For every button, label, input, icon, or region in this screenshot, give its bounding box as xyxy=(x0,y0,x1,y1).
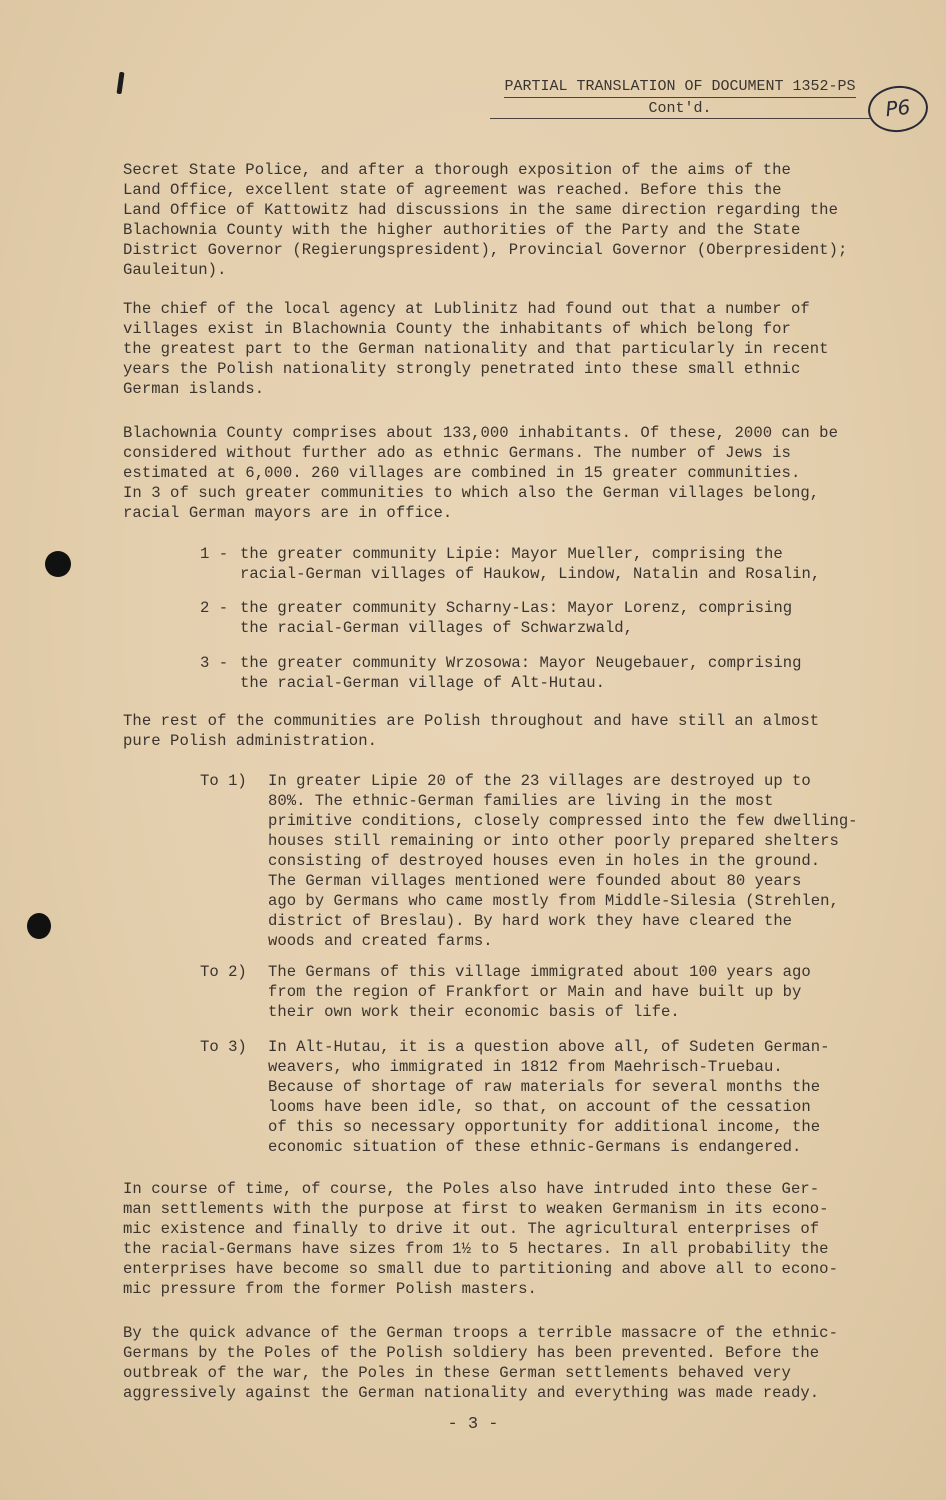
paragraph-2: The chief of the local agency at Lublinitz had found out that a number of villages exist in Blachownia County the inhabitants of which belong for the greatest part to the German nationality and that particularly in recent years the Polish nationality strongly penetrated into these small ethnic German islands. xyxy=(123,300,829,398)
list-number: 2 - xyxy=(200,599,229,617)
list-text: the greater community Scharny-Las: Mayor Lorenz, comprising the racial-German villages of Schwarzwald, xyxy=(240,599,793,637)
note-text: In Alt-Hutau, it is a question above all, of Sudeten German- weavers, who immigrated in 1812 from Maehrisch-Truebau. Because of shortage of raw materials for several months the looms have been idle, so that, on account of the cessation of this so necessary opportunity for additional income, the economic situation of these ethnic-Germans is endangered. xyxy=(268,1038,830,1156)
list-number: 3 - xyxy=(200,654,229,672)
note-label: To 1) xyxy=(200,772,247,790)
list-text: the greater community Lipie: Mayor Mueller, comprising the racial-German villages of Haukow, Lindow, Natalin and Rosalin, xyxy=(240,545,821,583)
note-label: To 2) xyxy=(200,963,247,981)
list-text: the greater community Wrzosowa: Mayor Neugebauer, comprising the racial-German village of Alt-Hutau. xyxy=(240,654,802,692)
page-stamp: P6 xyxy=(866,83,930,135)
paragraph-5: In course of time, of course, the Poles also have intruded into these Ger- man settlements with the purpose at first to weaken Germanism in its econo- mic existence and finally to drive it out. The agricultural enterprises of the racial-Germans have sizes from 1½ to 5 hectares. In all probability the enterprises have become so small due to partitioning and above all to econo- mic pressure from the former Polish masters. xyxy=(123,1180,838,1298)
note-text: The Germans of this village immigrated about 100 years ago from the region of Frankfort or Main and have built up by their own work their economic basis of life. xyxy=(268,963,811,1021)
paragraph-4: The rest of the communities are Polish throughout and have still an almost pure Polish administration. xyxy=(123,712,820,750)
paragraph-1: Secret State Police, and after a thorough exposition of the aims of the Land Office, excellent state of agreement was reached. Before this the Land Office of Kattowitz had discussions in the same direction regarding the Blachownia County with the higher authorities of the Party and the State District Governor (Regierungspresident), Provincial Governor (Oberpresident); Gauleitun). xyxy=(123,161,848,279)
list-number: 1 - xyxy=(200,545,229,563)
note-text: In greater Lipie 20 of the 23 villages are destroyed up to 80%. The ethnic-German families are living in the most primitive conditions, closely compressed into the few dwelling- houses still remaining or into other poorly prepared shelters consisting of destroyed houses even in holes in the ground. The German villages mentioned were founded about 80 years ago by Germans who came mostly from Middle-Silesia (Strehlen, district of Breslau). By hard work they have cleared the woods and created farms. xyxy=(268,772,858,950)
paragraph-6: By the quick advance of the German troops a terrible massacre of the ethnic- Germans by the Poles of the Polish soldiery has been prevented. Before the outbreak of the war, the Poles in these German settlements behaved very aggressively against the German nationality and everything was made ready. xyxy=(123,1324,838,1402)
header-subtitle: Cont'd. xyxy=(490,98,870,119)
note-label: To 3) xyxy=(200,1038,247,1056)
paragraph-3: Blachownia County comprises about 133,000 inhabitants. Of these, 2000 can be considered without further ado as ethnic Germans. The number of Jews is estimated at 6,000. 260 villages are combined in 15 greater communities. In 3 of such greater communities to which also the German villages belong, racial German mayors are in office. xyxy=(123,424,838,522)
punch-hole xyxy=(27,913,51,939)
header-title: PARTIAL TRANSLATION OF DOCUMENT 1352-PS xyxy=(504,78,855,98)
document-header xyxy=(490,78,870,119)
punch-hole xyxy=(45,551,71,577)
margin-mark xyxy=(116,72,124,94)
page-number: - 3 - xyxy=(447,1415,499,1434)
